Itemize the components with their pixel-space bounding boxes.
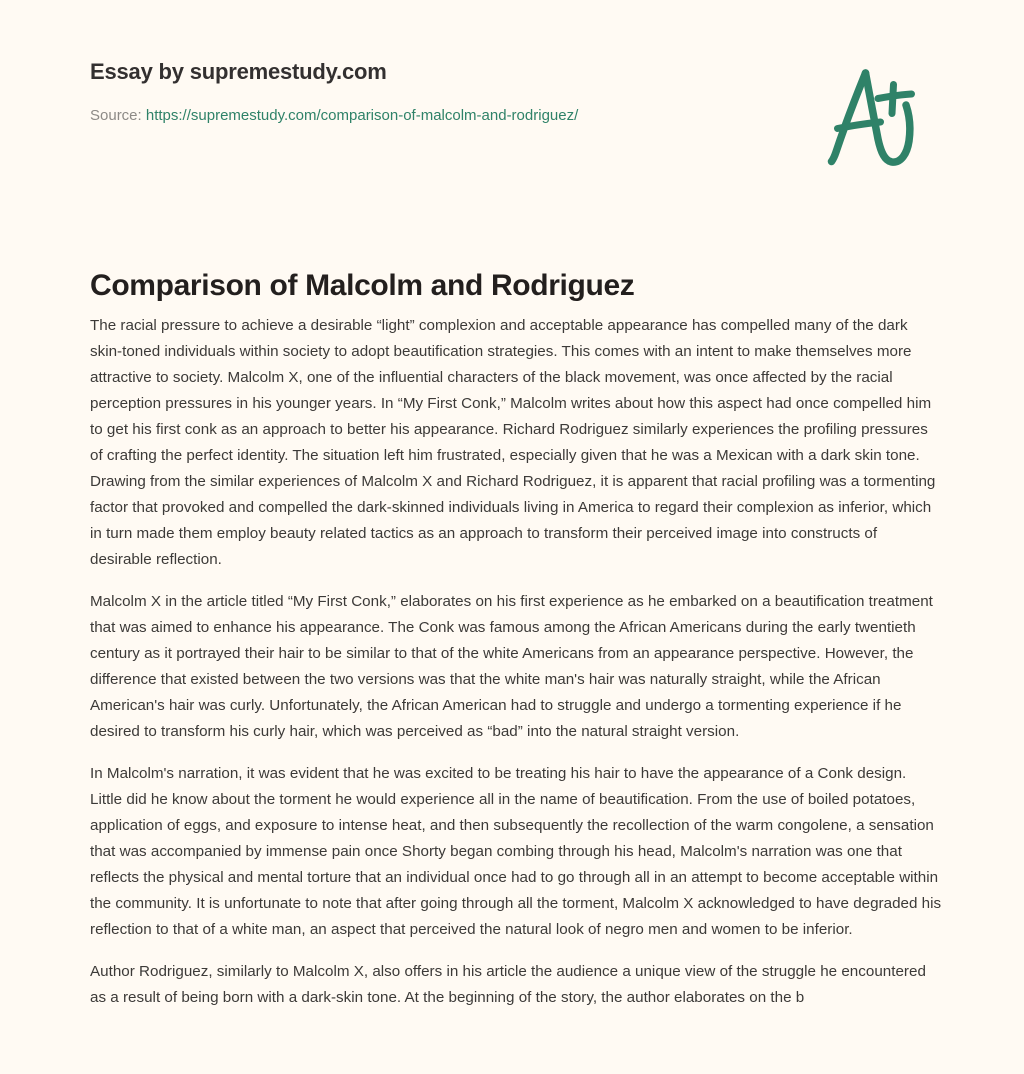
article-body <box>90 313 942 1011</box>
source-label: Source: <box>90 107 142 124</box>
page-header <box>0 0 1024 200</box>
header-text-block <box>90 57 810 126</box>
a-plus-logo-icon <box>812 57 930 175</box>
essay-byline: Essay by supremestudy.com <box>90 59 387 84</box>
paragraph: Author Rodriguez, similarly to Malcolm X, also offers in his article the audience a unique view of the struggle he encountered as a result of being born with a dark-skin tone. At the beginning of the story, the author elaborates on the b <box>90 963 926 1006</box>
paragraph: The racial pressure to achieve a desirable “light” complexion and acceptable appearance has compelled many of the dark skin-toned individuals within society to adopt beautification strategies. This comes with an intent to make themselves more attractive to society. Malcolm X, one of the influential characters of the black movement, was once affected by the racial perception pressures in his younger years. In “My First Conk,” Malcolm writes about how this aspect had once compelled him to get his first conk as an approach to better his appearance. Richard Rodriguez similarly experiences the profiling pressures of crafting the perfect identity. The situation left him frustrated, especially given that he was a Mexican with a dark skin tone. Drawing from the similar experiences of Malcolm X and Richard Rodriguez, it is apparent that racial profiling was a tormenting factor that provoked and compelled the dark-skinned individuals living in America to regard their complexion as inferior, which in turn made them employ beauty related tactics as an approach to transform their perceived image into constructs of desirable reflection. <box>90 317 936 568</box>
source-url-link[interactable]: https://supremestudy.com/comparison-of-malcolm-and-rodriguez/ <box>145 107 579 124</box>
page-title: Comparison of Malcolm and Rodriguez <box>90 269 635 303</box>
paragraph: In Malcolm's narration, it was evident that he was excited to be treating his hair to have the appearance of a Conk design. Little did he know about the torment he would experience all in the name of beautification. From the use of boiled potatoes, application of eggs, and exposure to intense heat, and then subsequently the recollection of the warm congolene, a sensation that was accompanied by immense pain once Shorty began combing through his head, Malcolm's narration was one that reflects the physical and mental torture that an individual once had to go through all in an attempt to become acceptable within the community. It is unfortunate to note that after going through all the torment, Malcolm X acknowledged to have degraded his reflection to that of a white man, an aspect that perceived the natural look of negro men and women to be inferior. <box>90 765 942 938</box>
paragraph: Malcolm X in the article titled “My First Conk,” elaborates on his first experience as he embarked on a beautification treatment that was aimed to enhance his appearance. The Conk was famous among the African Americans during the early twentieth century as it portrayed their hair to be similar to that of the white Americans from an appearance perspective. However, the difference that existed between the two versions was that the white man's hair was naturally straight, while the African American's hair was curly. Unfortunately, the African American had to struggle and undergo a tormenting experience if he desired to transform his curly hair, which was perceived as “bad” into the natural straight version. <box>90 593 933 740</box>
source-line <box>90 106 810 126</box>
